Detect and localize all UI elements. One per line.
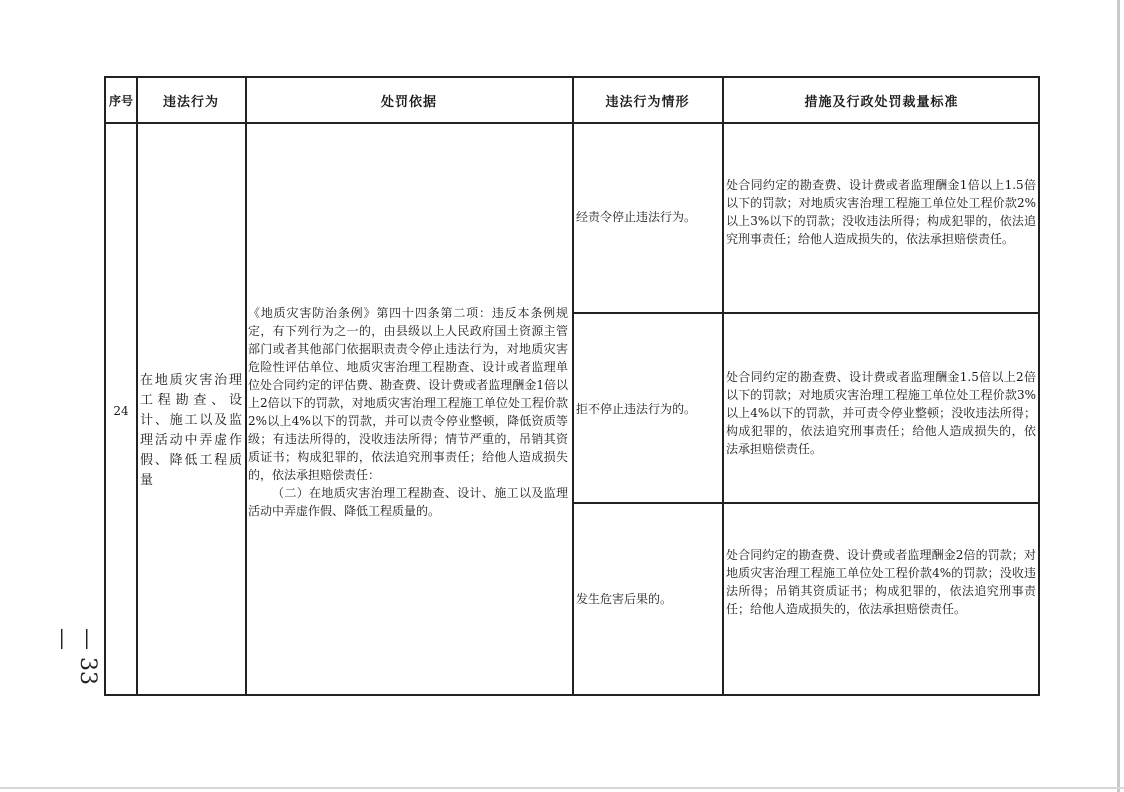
column-divider: [572, 78, 574, 694]
basis-main: 《地质灾害防治条例》第四十四条第二项：违反本条例规定，有下列行为之一的，由县级以上人民政府国土资源主管部门或者其他部门依据职责责令停止违法行为，对地质灾害危险性评估单位、地质灾害治理工程勘查、设计或者监理单位处合同约定的评估费、勘查费、设计费或者监理酬金1倍以上2倍以下的罚款，对地质灾害治理工程施工单位处工程价款2%以上4%以下的罚款，并可以责令停业整顿，降低资质等级；有违法所得的，没收违法所得；情节严重的，吊销其资质证书；构成犯罪的，依法追究刑事责任；给他人造成损失的，依法承担赔偿责任：: [248, 306, 568, 482]
row-seq: 24: [113, 404, 129, 418]
header-basis: 处罚依据: [380, 94, 437, 110]
page-number: — 33 —: [50, 628, 100, 685]
row-basis: [248, 304, 568, 520]
measure-2: 处合同约定的勘查费、设计费或者监理酬金1.5倍以上2倍以下的罚款；对地质灾害治理工程施工单位处工程价款3%以上4%以下的罚款，并可责令停业整顿；没收违法所得；构成犯罪的，依法追究刑事责任；给他人造成损失的，依法承担赔偿责任。: [726, 370, 1036, 456]
row-divider: [572, 312, 1038, 314]
basis-item: （二）在地质灾害治理工程勘查、设计、施工以及监理活动中弄虚作假、降低工程质量的。: [248, 486, 568, 518]
measure-3: 处合同约定的勘查费、设计费或者监理酬金2倍的罚款；对地质灾害治理工程施工单位处工程价款4%的罚款；没收违法所得；吊销其资质证书；构成犯罪的，依法追究刑事责任；给他人造成损失的，依法承担赔偿责任。: [726, 548, 1036, 616]
circumstance-2: 拒不停止违法行为的。: [576, 402, 697, 416]
measure-1: 处合同约定的勘查费、设计费或者监理酬金1倍以上1.5倍以下的罚款；对地质灾害治理工程施工单位处工程价款2%以上3%以下的罚款；没收违法所得；构成犯罪的，依法追究刑事责任；给他人造成损失的，依法承担赔偿责任。: [726, 178, 1036, 246]
penalty-table: [104, 76, 1040, 696]
column-divider: [722, 78, 724, 694]
circumstance-1: 经责令停止违法行为。: [576, 210, 697, 224]
header-measures: 措施及行政处罚裁量标准: [804, 94, 959, 110]
header-circumstance: 违法行为情形: [605, 94, 690, 110]
page-edge-bottom: [0, 787, 1124, 789]
column-divider: [245, 78, 247, 694]
header-divider: [106, 122, 1038, 124]
circumstance-3: 发生危害后果的。: [576, 592, 673, 606]
header-seq: 序号: [108, 93, 133, 108]
row-divider: [572, 502, 1038, 504]
column-divider: [136, 78, 138, 694]
header-behavior: 违法行为: [162, 94, 219, 110]
row-behavior: 在地质灾害治理工程勘查、设计、施工以及监理活动中弄虚作假、降低工程质量: [140, 373, 242, 488]
page-edge: [1117, 0, 1120, 792]
